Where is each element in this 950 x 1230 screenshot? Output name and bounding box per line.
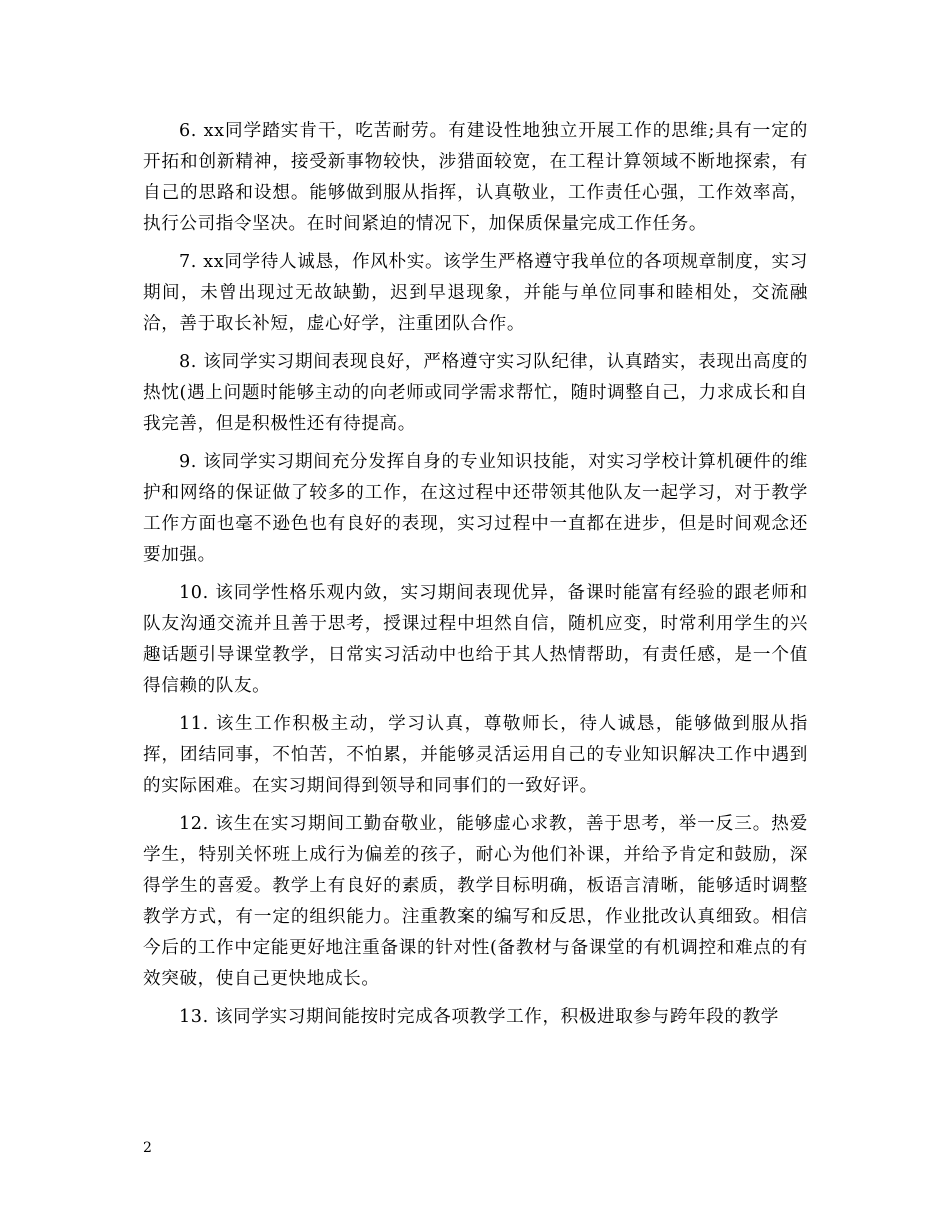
paragraph-9: 9. 该同学实习期间充分发挥自身的专业知识技能，对实习学校计算机硬件的维护和网络的保证做了较多的工作，在这过程中还带领其他队友一起学习，对于教学工作方面也毫不逊色也有良好的表现，实习过程中一直都在进步，但是时间观念还要加强。 — [143, 452, 808, 565]
paragraph-12: 12. 该生在实习期间工勤奋敬业，能够虚心求教，善于思考，举一反三。热爱学生，特别关怀班上成行为偏差的孩子，耐心为他们补课，并给予肯定和鼓励，深得学生的喜爱。教学上有良好的素质，教学目标明确，板语言清晰，能够适时调整教学方式，有一定的组织能力。注重教案的编写和反思，作业批改认真细致。相信今后的工作中定能更好地注重备课的针对性(备教材与备课堂的有机调控和难点的有效突破，使自己更快地成长。 — [143, 814, 808, 989]
paragraph-11: 11. 该生工作积极主动，学习认真，尊敬师长，待人诚恳，能够做到服从指挥，团结同事，不怕苦，不怕累，并能够灵活运用自己的专业知识解决工作中遇到的实际困难。在实习期间得到领导和同事们的一致好评。 — [143, 714, 808, 796]
paragraph-6: 6. xx同学踏实肯干，吃苦耐劳。有建设性地独立开展工作的思维;具有一定的开拓和创新精神，接受新事物较快，涉猎面较宽，在工程计算领域不断地探索，有自己的思路和设想。能够做到服从指挥，认真敬业，工作责任心强，工作效率高，执行公司指令坚决。在时间紧迫的情况下，加保质保量完成工作任务。 — [143, 121, 808, 234]
paragraph-7: 7. xx同学待人诚恳，作风朴实。该学生严格遵守我单位的各项规章制度，实习期间，未曾出现过无故缺勤，迟到早退现象，并能与单位同事和睦相处，交流融洽，善于取长补短，虚心好学，注重团队合作。 — [143, 252, 808, 334]
paragraph-13: 13. 该同学实习期间能按时完成各项教学工作，积极进取参与跨年段的教学 — [179, 1007, 779, 1027]
page-number: 2 — [143, 1140, 152, 1156]
paragraph-10: 10. 该同学性格乐观内敛，实习期间表现优异，备课时能富有经验的跟老师和队友沟通交流并且善于思考，授课过程中坦然自信，随机应变，时常利用学生的兴趣话题引导课堂教学，日常实习活动中也给于其人热情帮助，有责任感，是一个值得信赖的队友。 — [143, 583, 808, 696]
document-body — [143, 116, 808, 1040]
paragraph-8: 8. 该同学实习期间表现良好，严格遵守实习队纪律，认真踏实，表现出高度的热忱(遇上问题时能够主动的向老师或同学需求帮忙，随时调整自己，力求成长和自我完善，但是积极性还有待提高。 — [143, 352, 808, 434]
